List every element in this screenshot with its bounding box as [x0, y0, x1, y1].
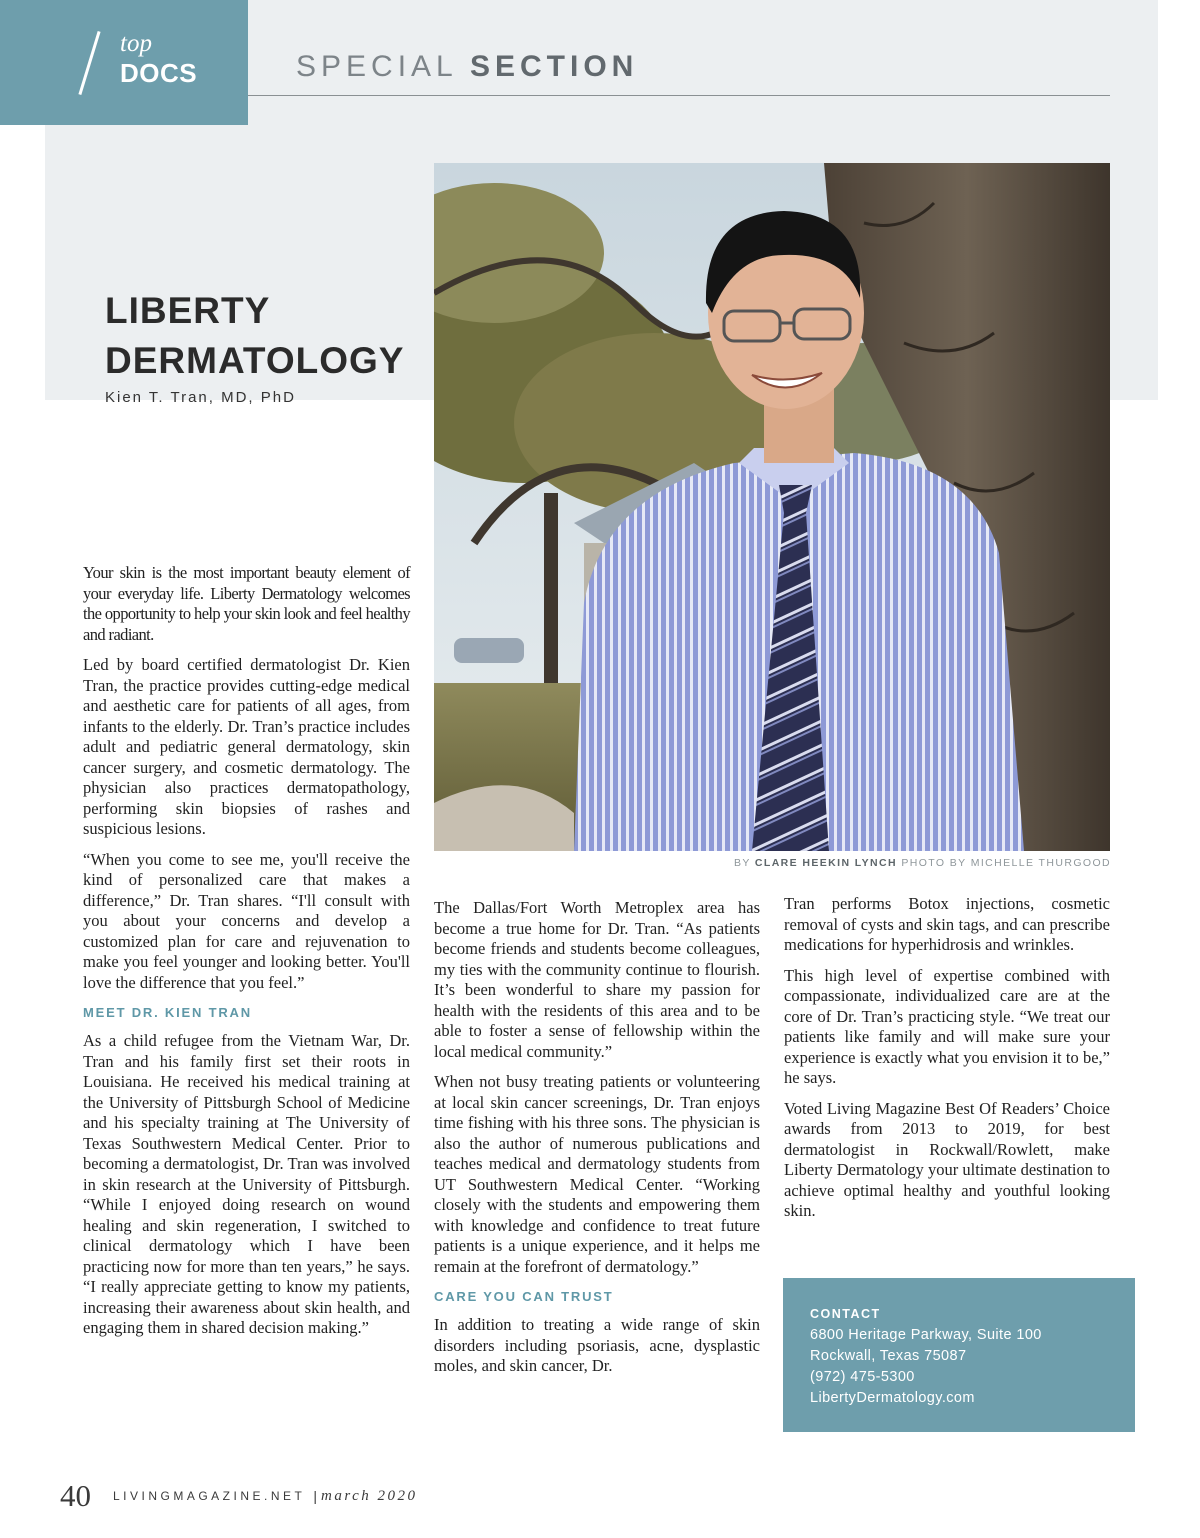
body-paragraph: The Dallas/Fort Worth Metroplex area has become a true home for Dr. Tran. “As patients become friends and students become colleagues, my ties with the community continue to flourish. It’s been wonderful to share my passion for health with the residents of this area and to be able to foster a sense of fellowship within the local medical community.”	[434, 898, 760, 1061]
contact-details	[810, 1304, 1042, 1409]
section-title-light: SPECIAL	[296, 50, 457, 83]
section-title	[296, 50, 638, 84]
badge-docs-text: DOCS	[120, 58, 198, 88]
footer-site: LIVINGMAGAZINE.NET	[113, 1489, 306, 1503]
section-title-bold: SECTION	[469, 50, 639, 83]
photo-credit	[734, 857, 1111, 869]
body-paragraph: This high level of expertise combined with compassionate, individualized care are at the core of Dr. Tran’s practicing style. “We treat our patients like family and will make sure your experience is exactly what you envision it to be,” he says.	[784, 965, 1110, 1087]
contact-address-line-2: Rockwall, Texas 75087	[810, 1348, 967, 1364]
article-column-2	[434, 898, 760, 1387]
credit-author: CLARE HEEKIN LYNCH	[754, 857, 897, 869]
section-heading-care: CARE YOU CAN TRUST	[434, 1289, 614, 1304]
body-paragraph: As a child refugee from the Vietnam War, Dr. Tran and his family first set their roots in Louisiana. He received his medical training at the University of Pittsburgh School of Medicine and his specialty training at The University of Texas Southwestern Medical Center. Prior to becoming a dermatologist, Dr. Tran was involved in skin research at the University of Pittsburgh. “While I enjoyed doing research on wound healing and skin regeneration, I switched to clinical dermatology which I have been practicing now for more than ten years,” he says. “I really appreciate getting to know my patients, increasing their awareness about skin health, and engaging them in shared decision making.”	[83, 1031, 410, 1337]
body-paragraph: When not busy treating patients or volunteering at local skin cancer screenings, Dr. Tran enjoys time fishing with his three sons. The physician is also the author of numerous publications and teaches medical and dermatology students from UT Southwestern Medical Center. “Working closely with the students and empowering them with knowledge and confidence to treat future patients is a unique experience, and it helps me remain at the forefront of dermatology.”	[434, 1072, 760, 1276]
contact-box	[783, 1278, 1135, 1432]
article-subtitle: Kien T. Tran, MD, PhD	[105, 389, 296, 406]
credit-by: BY	[733, 857, 751, 869]
badge-top-text: top	[120, 30, 152, 57]
credit-photographer: PHOTO BY MICHELLE THURGOOD	[901, 857, 1111, 869]
body-paragraph: Voted Living Magazine Best Of Readers’ Choice awards from 2013 to 2019, for best dermatologist in Rockwall/Rowlett, make Liberty Dermatology your ultimate destination to achieve optimal healthy and youthful looking skin.	[784, 1098, 1110, 1220]
doctor-photo-illustration	[434, 163, 1110, 851]
page-number: 40	[60, 1478, 91, 1513]
article-title-line-1: LIBERTY	[105, 290, 271, 331]
slash-divider-icon	[78, 31, 100, 95]
contact-phone[interactable]: (972) 475-5300	[810, 1369, 915, 1385]
doctor-photo	[434, 163, 1110, 851]
intro-paragraph: Your skin is the most important beauty element of your everyday life. Liberty Dermatology welcomes the opportunity to help your skin look and feel healthy and radiant.	[83, 563, 410, 644]
footer-separator: |	[313, 1488, 317, 1504]
article-title-line-2: DERMATOLOGY	[105, 340, 405, 381]
contact-heading: CONTACT	[810, 1307, 881, 1321]
article-title	[105, 286, 404, 386]
footer-date: march 2020	[321, 1487, 418, 1504]
section-rule	[248, 95, 1110, 96]
body-paragraph: Tran performs Botox injections, cosmetic removal of cysts and skin tags, and can prescribe medications for hyperhidrosis and wrinkles.	[784, 894, 1110, 954]
section-heading-meet-dr: MEET DR. KIEN TRAN	[83, 1005, 252, 1020]
body-paragraph: “When you come to see me, you'll receive the kind of personalized care that makes a difference,” Dr. Tran shares. “I'll consult with you about your concerns and develop a customized plan for care and rejuvenation to make you feel younger and looking better. You'll love the difference that you feel.”	[83, 849, 410, 992]
page-footer	[60, 1478, 418, 1512]
article-column-1	[83, 563, 410, 1349]
body-paragraph: In addition to treating a wide range of skin disorders including psoriasis, acne, dysplastic moles, and skin cancer, Dr.	[434, 1315, 760, 1375]
contact-website-link[interactable]: LibertyDermatology.com	[810, 1390, 975, 1406]
body-paragraph: Led by board certified dermatologist Dr. Kien Tran, the practice provides cutting-edge medical and aesthetic care for patients of all ages, from infants to the elderly. Dr. Tran’s practice includes adult and pediatric general dermatology, skin cancer surgery, and cosmetic dermatology. The physician also practices dermatopathology, performing skin biopsies of rashes and suspicious lesions.	[83, 655, 410, 838]
article-column-3	[784, 894, 1110, 1232]
top-docs-badge	[0, 0, 248, 125]
contact-address-line-1: 6800 Heritage Parkway, Suite 100	[810, 1327, 1042, 1343]
